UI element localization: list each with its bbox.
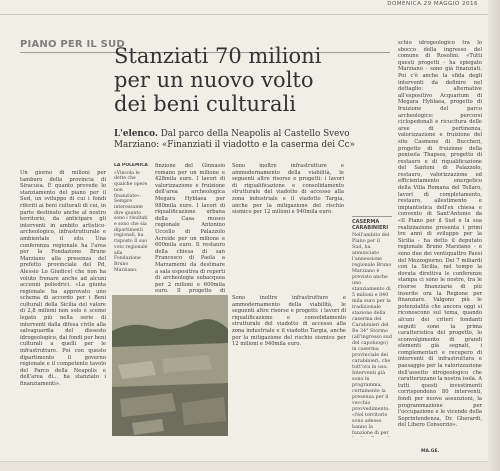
page-header-bar bbox=[0, 0, 500, 15]
article-headline bbox=[114, 44, 414, 116]
column-5-text: «Il Piano per il Sud e la sua realizzazione presenta i primi tre anni di sviluppo per la Sicilia - ha detto il deputato regionale Bruno Marziano - e sono due dei ventiquattro Paesi del Mezzogiorno. Dei 7 miliardi con la Sicilia, nel tempo la dovuta direttiva le conferenze stampa ci sono le nostre, tra le risorse finanziarie di più inserite ora la Regione per finanziare. Valgono più le potenzialità che ancora oggi si riconoscono sul tema, quando alcuni dei criteri fondanti seguiti sono la prima caratteristica del progetto, lo sconvolgimento di grandi elementi già segnati, i complementari e recupero di interventi di infrastruttura e paesaggio per la valorizzazione dell'assetto idrogeologico che caratterizzano la nostra isola. A tutti questi investimenti corrispondono 80 interventi, fondi per nuove assunzioni, la programmazione per l'occupazione e le vicende della Soprintendenza, Dr. Gherardi, del Libero Consorzio». bbox=[398, 218, 482, 429]
subhead-lead: L'elenco. bbox=[114, 129, 158, 139]
column-2-text: finzione del Ginnasio romano per un milione e 428mila euro. I lavori di valorizzazione e fruizione dell'area archeologica Megara Hyblaea per 980mila euro. I lavori di riqualificazione urbana della Casa museo regionale Antonino Uccello di Palazzolo Acreide per un milione e 600mila euro. Il restauro della chiesa di san Francesco di Paola a Marzamemi da destinare a sala espositiva di reperti di archeologia subacquea per 2 milioni e 600mila euro. Il progetto di bbox=[155, 163, 225, 293]
section-label: PIANO PER IL SUD bbox=[20, 39, 125, 50]
sidebar-polemica bbox=[114, 163, 150, 293]
column-1-text: Un giorno di milioni per tamburo della provincia di Siracusa. È quanto prevede lo stanziamento del piano per il Sud, un sviluppo di cui i fondi riferiti ai beni culturali di cui, in parte destinato anche al nostro territorio, da anticipare gli interventi in ambito artistico-archeologico, infrastrutturale e ambientale il sito. Una conferenza regionale ha l'area per la Fondazione Brune Marziano alla presenza del prefetto provinciale del Pd, Alessio Lo Giudice) che non ha voluto frenare anche ad alcuni accenni poliedrici. «La giunta regionale ha approvato uno schema di accordo per i Beni culturali della Sicilia del valore di 2,8 milioni non solo è scemo legato più nella serie di interventi dalla difesa civile alla salvaguardia del dissesto idrogeologico, dai fondi per beni culturali a quelli per le infrastrutture. Poi con questo dipartimento il governo regionale e il competente tavolo del Parco della Neapolis e dell'area di... ha stanziato i finanziamenti». bbox=[20, 170, 106, 387]
article-column-3 bbox=[232, 163, 344, 293]
article-byline: MA.GE. bbox=[421, 449, 440, 454]
sidebar-polemica-label: LA POLEMICA bbox=[114, 163, 148, 168]
issue-date: DOMENICA 29 MAGGIO 2016 bbox=[387, 1, 478, 7]
column-3-continued: Sono inoltre infrastrutture e ammodernamento della viabilità, le seguenti altre risorse e progetti: i lavori di riqualificazione e consolidamento strutturale del viadotto di accesso alla zona industriale e il viadotto Targia, anche per la mitigazione del rischio sismico per 12 milioni e 940mila euro. bbox=[232, 295, 346, 348]
column-4-text: schio idrogeologico tra lo sbocco della ingresso del comune di Rosolini. «Tutti questi progetti - ha spiegato Marziano - sono già finanziati. Poi c'è anche la sfida degli interventi da definire nel dettaglio: alternative all'espositivo Acquarium di Megara Hyblaea, progetto di fruizione del parco archeologico: percorsi ciclopedonali e ricucitura delle aree di pertinenza, valorizzazione e fruizione del sito Casmene di Buccheri, progetto di fruizione della penisola Thapsos, progetto di restauro e di riqualificazione del Santoni di Palazzolo, restauro, valorizzazione ed efficientamento energetico della Villa Romana del Tellaro, lavori di completamento, restauro, allestimento e impiantistica dell'ex chiesa e convento di Sant'Antonio da bbox=[398, 40, 482, 216]
sidebar-polemica-text: «Vincola le dette che qualche opere non finanziate». Sempre interessante dire quanto sono i risultati e sono che sia dipartimenti regionali, ha risposto Il suo voto regionale alla Fondazione Bruno Marziano. bbox=[114, 170, 148, 273]
article-subhead bbox=[114, 129, 388, 151]
headline-line-1: Stanziati 70 milioni bbox=[114, 44, 322, 68]
page-edge bbox=[488, 0, 500, 471]
column-3-text: Sono inoltre infrastrutture e ammodernamento della viabilità, le seguenti altre risorse e progetti: i lavori di riqualificazione e consolidamento strutturale del viadotto di accesso alla zona industriale e il viadotto Targia, anche per la mitigazione del rischio sismico per 12 milioni e 940mila euro. bbox=[232, 163, 344, 216]
sidebar-caserma bbox=[352, 216, 392, 437]
subhead-text: Dal parco della Neapolis al Castello Svevo Marziano: «Finanziati il viadotto e la caserma dei Cc» bbox=[114, 129, 355, 150]
article-column-6 bbox=[398, 218, 482, 446]
page-footer bbox=[0, 461, 500, 471]
headline-line-2: per un nuovo volto bbox=[114, 68, 314, 92]
photo-image bbox=[112, 295, 228, 436]
article-photo-ruins bbox=[112, 295, 228, 436]
sidebar-caserma-label: CASERMA CARABINIERI bbox=[352, 219, 389, 231]
headline-line-3: dei beni culturali bbox=[114, 92, 297, 116]
article-column-4-lower bbox=[232, 295, 346, 438]
article-column-1 bbox=[20, 170, 106, 438]
article-column-2 bbox=[155, 163, 225, 293]
article-column-5 bbox=[398, 40, 482, 216]
sidebar-caserma-text: Nell'ambito del Piano per il Sud, ha annunciato l'annessione regionale Bruno Marziano è previsto anche uno stanziamento di 5 milioni e 840 mila euro per la tradizionale stazione della caserma dei Carabinieri del Re 34° Stormo (all'ingresso sud del capoluogo) in caserma provinciale dei carabinieri, che tutt'ora in uso. Interventi già sono in programma, certamente la presenza per il vecchio provvedimento. «Nel territorio sono adesso hanno la funzione di per bbox=[352, 233, 392, 436]
